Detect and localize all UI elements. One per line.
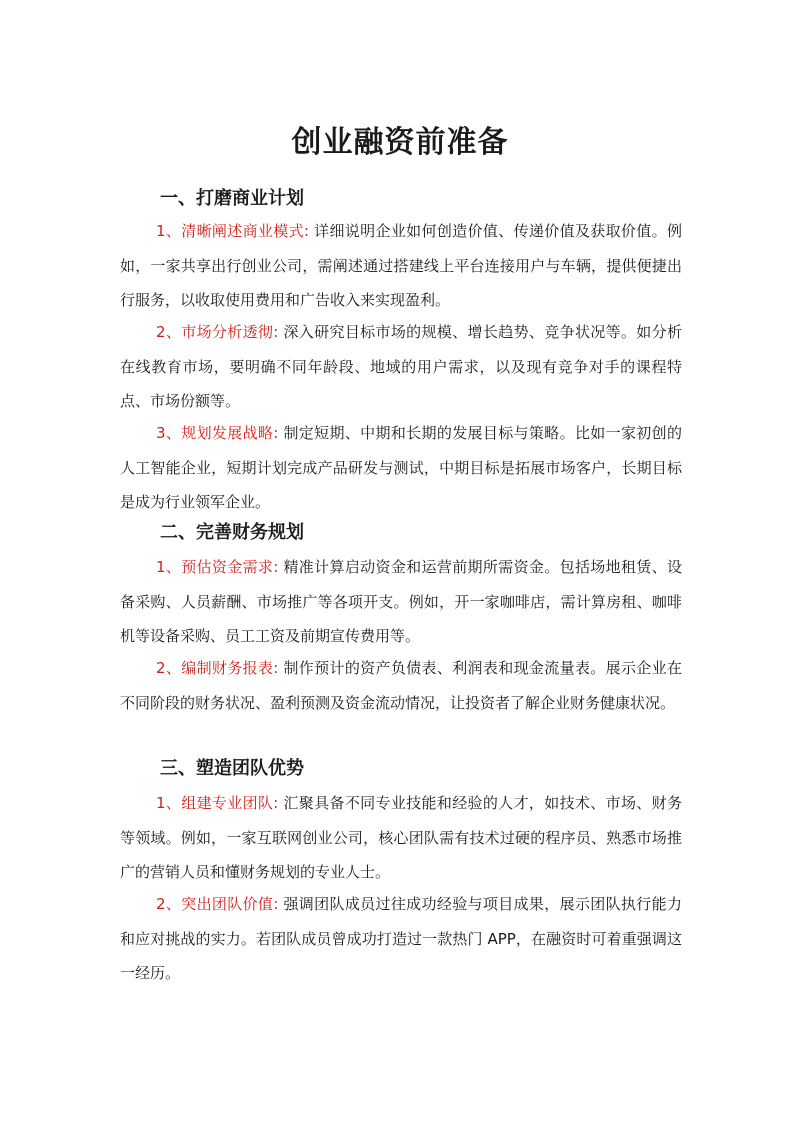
- paragraph: [120, 416, 682, 520]
- page-title: 创业融资前准备: [291, 125, 509, 160]
- paragraph-lead: 1、清晰阐述商业模式:: [156, 222, 310, 240]
- paragraph-text: 详细说明企业如何创造价值、传递价值及获取价值。例如，一家共享出行创业公司，需阐述通过搭建线上平台连接用户与车辆，提供便捷出行服务，以收取使用费用和广告收入来实现盈利。: [120, 222, 682, 309]
- paragraph: [120, 550, 682, 654]
- paragraph-text: 汇聚具备不同专业技能和经验的人才，如技术、市场、财务等领域。例如，一家互联网创业公司，核心团队需有技术过硬的程序员、熟悉市场推广的营销人员和懂财务规划的专业人士。: [120, 794, 682, 881]
- paragraph-lead: 1、组建专业团队:: [156, 794, 279, 812]
- paragraph-lead: 2、突出团队价值:: [156, 895, 279, 913]
- section-heading: 二、完善财务规划: [160, 522, 304, 543]
- paragraph: [120, 887, 682, 991]
- paragraph-text: 深入研究目标市场的规模、增长趋势、竞争状况等。如分析在线教育市场，要明确不同年龄段、地域的用户需求，以及现有竞争对手的课程特点、市场份额等。: [120, 323, 682, 410]
- paragraph-text: 精准计算启动资金和运营前期所需资金。包括场地租赁、设备采购、人员薪酬、市场推广等各项开支。例如，开一家咖啡店，需计算房租、咖啡机等设备采购、员工工资及前期宣传费用等。: [120, 558, 682, 645]
- paragraph: [120, 651, 682, 720]
- paragraph: [120, 214, 682, 318]
- section-heading: 三、塑造团队优势: [160, 758, 304, 779]
- paragraph-lead: 2、编制财务报表:: [156, 659, 279, 677]
- paragraph-text: 制定短期、中期和长期的发展目标与策略。比如一家初创的人工智能企业，短期计划完成产品研发与测试，中期目标是拓展市场客户，长期目标是成为行业领军企业。: [120, 424, 682, 511]
- paragraph-lead: 2、市场分析透彻:: [156, 323, 279, 341]
- section-heading: 一、打磨商业计划: [160, 188, 304, 209]
- paragraph-lead: 3、规划发展战略:: [156, 424, 279, 442]
- paragraph: [120, 315, 682, 419]
- paragraph: [120, 786, 682, 890]
- paragraph-text: 强调团队成员过往成功经验与项目成果，展示团队执行能力和应对挑战的实力。若团队成员曾成功打造过一款热门 APP，在融资时可着重强调这一经历。: [120, 895, 682, 982]
- paragraph-lead: 1、预估资金需求:: [156, 558, 279, 576]
- paragraph-text: 制作预计的资产负债表、利润表和现金流量表。展示企业在不同阶段的财务状况、盈利预测及资金流动情况，让投资者了解企业财务健康状况。: [120, 659, 682, 712]
